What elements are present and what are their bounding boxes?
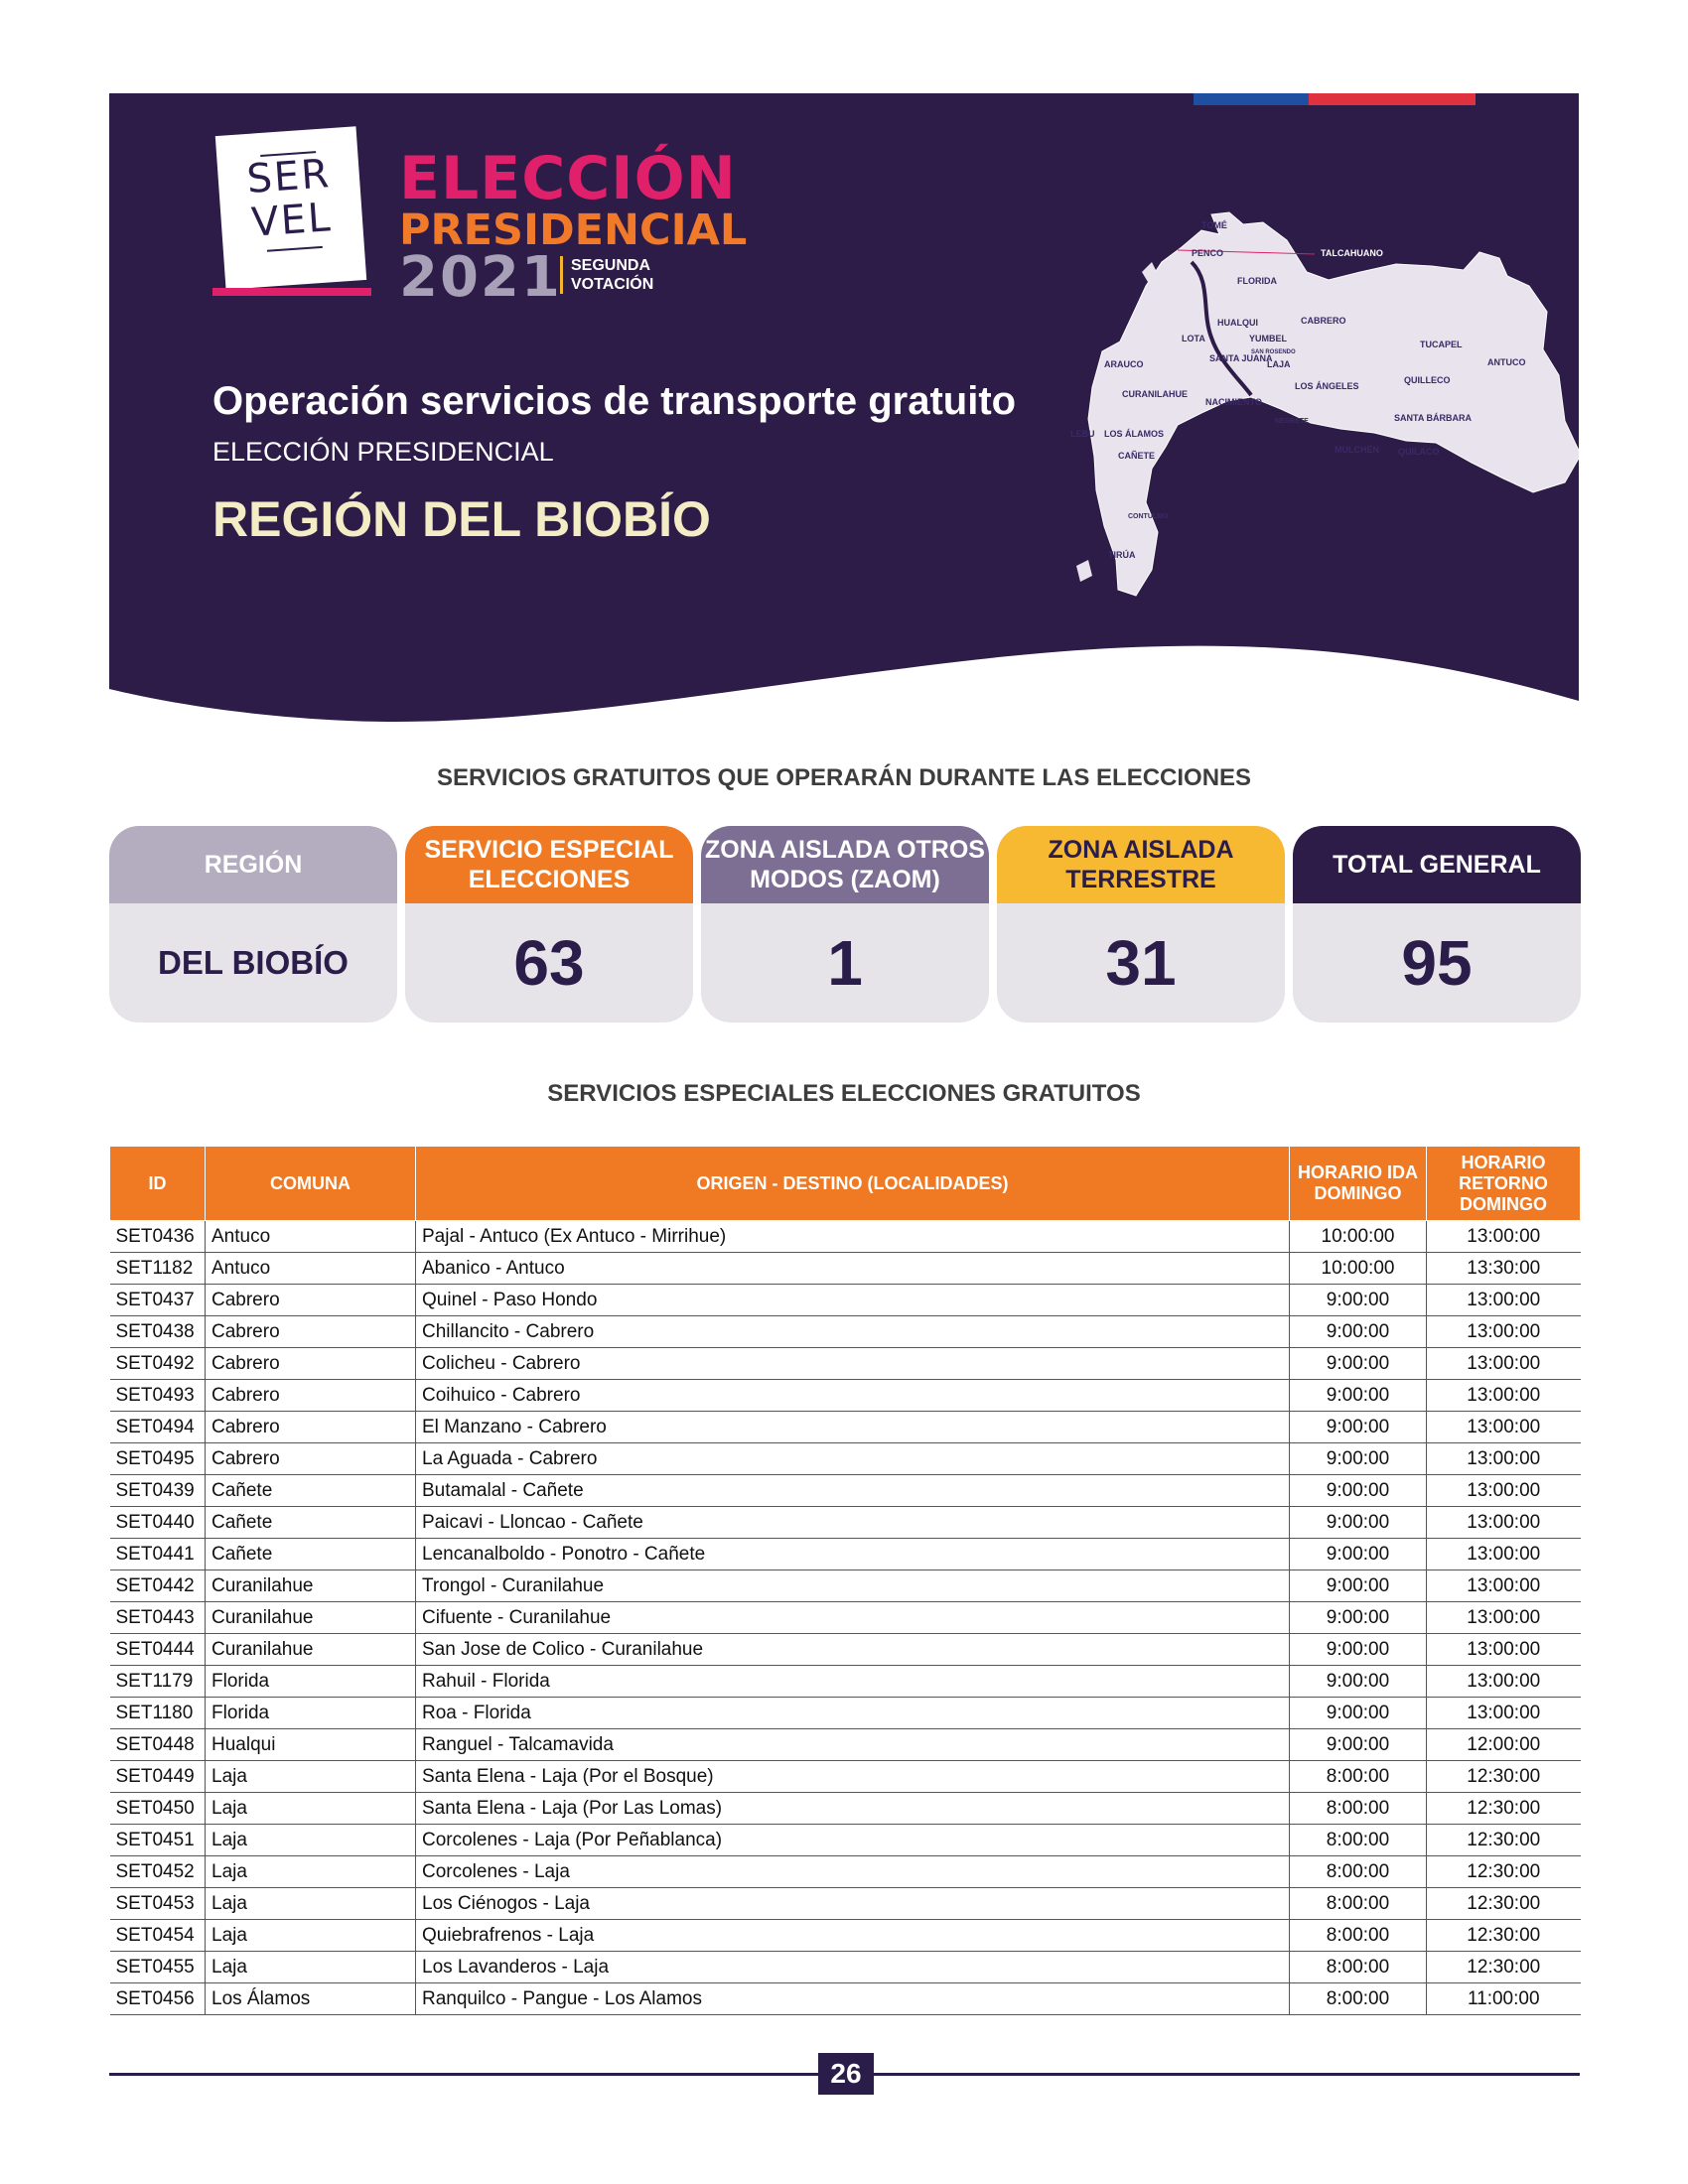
cell-origen-destino: Santa Elena - Laja (Por el Bosque) [416, 1761, 1290, 1793]
card-total-value: 95 [1401, 927, 1473, 999]
election-title: ELECCIÓN [399, 144, 737, 213]
table-row [110, 1793, 1581, 1825]
table-row [110, 1475, 1581, 1507]
cell-id: SET1180 [110, 1698, 206, 1729]
table-body [110, 1221, 1581, 2015]
table-row [110, 1348, 1581, 1380]
table-row [110, 1221, 1581, 1253]
cell-horario-ida: 9:00:00 [1290, 1539, 1427, 1570]
table-row [110, 1253, 1581, 1285]
cell-comuna: Cabrero [206, 1412, 416, 1443]
cell-horario-ida: 8:00:00 [1290, 1983, 1427, 2015]
cell-id: SET0448 [110, 1729, 206, 1761]
cell-id: SET0443 [110, 1602, 206, 1634]
map-label: LOTA [1182, 334, 1205, 343]
table-row [110, 1443, 1581, 1475]
table-row [110, 1380, 1581, 1412]
cell-comuna: Curanilahue [206, 1602, 416, 1634]
cell-comuna: Hualqui [206, 1729, 416, 1761]
cell-origen-destino: Corcolenes - Laja (Por Peñablanca) [416, 1825, 1290, 1856]
cell-horario-retorno: 11:00:00 [1427, 1983, 1581, 2015]
table-title: SERVICIOS ESPECIALES ELECCIONES GRATUITOS [547, 1080, 1141, 1107]
cell-origen-destino: Roa - Florida [416, 1698, 1290, 1729]
cell-horario-retorno: 13:30:00 [1427, 1253, 1581, 1285]
cell-comuna: Curanilahue [206, 1570, 416, 1602]
card-servicio-especial [405, 826, 693, 1023]
cell-id: SET0440 [110, 1507, 206, 1539]
cell-horario-ida: 8:00:00 [1290, 1952, 1427, 1983]
column-header-id: ID [110, 1147, 206, 1221]
cell-id: SET0450 [110, 1793, 206, 1825]
map-label: ANTUCO [1487, 357, 1526, 367]
cell-horario-retorno: 13:00:00 [1427, 1602, 1581, 1634]
cell-horario-retorno: 13:00:00 [1427, 1698, 1581, 1729]
cell-id: SET0454 [110, 1920, 206, 1952]
cell-id: SET0436 [110, 1221, 206, 1253]
cell-comuna: Cabrero [206, 1443, 416, 1475]
cell-comuna: Cañete [206, 1475, 416, 1507]
cell-horario-ida: 9:00:00 [1290, 1602, 1427, 1634]
cell-horario-ida: 9:00:00 [1290, 1698, 1427, 1729]
cell-horario-retorno: 12:30:00 [1427, 1888, 1581, 1920]
map-label: MULCHÉN [1335, 445, 1379, 455]
cell-horario-ida: 9:00:00 [1290, 1348, 1427, 1380]
table-row [110, 1856, 1581, 1888]
card-zaom-header: ZONA AISLADA OTROS MODOS (ZAOM) [701, 826, 989, 903]
cell-horario-retorno: 13:00:00 [1427, 1570, 1581, 1602]
operation-title: Operación servicios de transporte gratuito [212, 379, 1017, 423]
logo-text: SER VEL [245, 151, 334, 246]
map-label: CABRERO [1301, 316, 1346, 326]
region-map-shape [1088, 212, 1579, 596]
cell-horario-ida: 9:00:00 [1290, 1634, 1427, 1666]
services-table [109, 1146, 1581, 2015]
cell-id: SET0493 [110, 1380, 206, 1412]
table-row [110, 1507, 1581, 1539]
cell-origen-destino: La Aguada - Cabrero [416, 1443, 1290, 1475]
cell-horario-retorno: 12:30:00 [1427, 1761, 1581, 1793]
cell-id: SET0439 [110, 1475, 206, 1507]
table-header-row [110, 1147, 1581, 1221]
table-row [110, 1761, 1581, 1793]
card-total [1293, 826, 1581, 1023]
card-total-header: TOTAL GENERAL [1293, 826, 1581, 903]
card-servicio-especial-header: SERVICIO ESPECIAL ELECCIONES [405, 826, 693, 903]
cell-id: SET0441 [110, 1539, 206, 1570]
cell-horario-ida: 9:00:00 [1290, 1285, 1427, 1316]
cell-origen-destino: Abanico - Antuco [416, 1253, 1290, 1285]
election-year: 2021 [399, 245, 562, 310]
cell-id: SET0455 [110, 1952, 206, 1983]
cell-origen-destino: Santa Elena - Laja (Por Las Lomas) [416, 1793, 1290, 1825]
cell-horario-retorno: 13:00:00 [1427, 1348, 1581, 1380]
cell-horario-retorno: 12:30:00 [1427, 1825, 1581, 1856]
cell-comuna: Antuco [206, 1221, 416, 1253]
cell-origen-destino: Trongol - Curanilahue [416, 1570, 1290, 1602]
cell-id: SET0452 [110, 1856, 206, 1888]
footer-rule-right [874, 2073, 1580, 2076]
cell-horario-retorno: 13:00:00 [1427, 1285, 1581, 1316]
card-region-value: DEL BIOBÍO [158, 944, 349, 981]
cell-horario-retorno: 13:00:00 [1427, 1539, 1581, 1570]
cell-comuna: Cabrero [206, 1285, 416, 1316]
table-row [110, 1666, 1581, 1698]
table-row [110, 1729, 1581, 1761]
cell-origen-destino: Ranguel - Talcamavida [416, 1729, 1290, 1761]
cell-horario-retorno: 13:00:00 [1427, 1443, 1581, 1475]
cell-horario-retorno: 13:00:00 [1427, 1316, 1581, 1348]
logo-rule-bottom [267, 246, 323, 252]
cell-horario-ida: 9:00:00 [1290, 1412, 1427, 1443]
cell-horario-ida: 9:00:00 [1290, 1380, 1427, 1412]
cell-horario-retorno: 13:00:00 [1427, 1475, 1581, 1507]
cell-comuna: Antuco [206, 1253, 416, 1285]
cell-origen-destino: Coihuico - Cabrero [416, 1380, 1290, 1412]
map-label: LEBU [1070, 429, 1095, 439]
cell-origen-destino: Los Lavanderos - Laja [416, 1952, 1290, 1983]
table-row [110, 1952, 1581, 1983]
cell-horario-retorno: 12:30:00 [1427, 1952, 1581, 1983]
cell-horario-ida: 8:00:00 [1290, 1920, 1427, 1952]
card-zona-terrestre-header: ZONA AISLADA TERRESTRE [997, 826, 1285, 903]
header-banner [109, 93, 1579, 729]
cell-comuna: Laja [206, 1952, 416, 1983]
cell-comuna: Cañete [206, 1507, 416, 1539]
cell-comuna: Laja [206, 1825, 416, 1856]
region-map [1062, 153, 1579, 629]
cell-horario-ida: 9:00:00 [1290, 1729, 1427, 1761]
card-zona-terrestre-value: 31 [1105, 927, 1177, 999]
map-label: SANTA JUANA [1209, 353, 1273, 363]
cell-origen-destino: Rahuil - Florida [416, 1666, 1290, 1698]
map-label: PENCO [1192, 248, 1224, 258]
cell-horario-retorno: 12:30:00 [1427, 1920, 1581, 1952]
cell-origen-destino: Lencanalboldo - Ponotro - Cañete [416, 1539, 1290, 1570]
cell-horario-ida: 9:00:00 [1290, 1475, 1427, 1507]
card-region [109, 826, 397, 1023]
table-row [110, 1570, 1581, 1602]
cell-comuna: Cañete [206, 1539, 416, 1570]
cell-origen-destino: Butamalal - Cañete [416, 1475, 1290, 1507]
map-label: SAN ROSENDO [1251, 349, 1296, 355]
cell-horario-ida: 9:00:00 [1290, 1666, 1427, 1698]
cell-horario-ida: 8:00:00 [1290, 1761, 1427, 1793]
cell-id: SET0451 [110, 1825, 206, 1856]
table-row [110, 1888, 1581, 1920]
card-zaom [701, 826, 989, 1023]
cell-id: SET0437 [110, 1285, 206, 1316]
column-header-comuna: COMUNA [206, 1147, 416, 1221]
cell-comuna: Curanilahue [206, 1634, 416, 1666]
cell-horario-retorno: 13:00:00 [1427, 1507, 1581, 1539]
cell-origen-destino: Cifuente - Curanilahue [416, 1602, 1290, 1634]
cell-comuna: Los Álamos [206, 1983, 416, 2015]
table-row [110, 1634, 1581, 1666]
cell-comuna: Cabrero [206, 1348, 416, 1380]
table-row [110, 1412, 1581, 1443]
cell-id: SET0453 [110, 1888, 206, 1920]
page-number: 26 [818, 2053, 874, 2095]
map-label: TIRÚA [1108, 550, 1136, 560]
table-row [110, 1698, 1581, 1729]
cell-id: SET0444 [110, 1634, 206, 1666]
cell-horario-retorno: 13:00:00 [1427, 1666, 1581, 1698]
map-label: QUILACO [1398, 447, 1440, 457]
map-label: TALCAHUANO [1321, 248, 1383, 258]
footer-rule-left [109, 2073, 818, 2076]
cell-horario-retorno: 13:00:00 [1427, 1380, 1581, 1412]
cell-horario-ida: 10:00:00 [1290, 1253, 1427, 1285]
cell-origen-destino: Quinel - Paso Hondo [416, 1285, 1290, 1316]
cell-id: SET0495 [110, 1443, 206, 1475]
cell-horario-ida: 8:00:00 [1290, 1856, 1427, 1888]
map-label: YUMBEL [1249, 334, 1287, 343]
cell-horario-ida: 8:00:00 [1290, 1825, 1427, 1856]
cell-comuna: Laja [206, 1793, 416, 1825]
flag-stripe-blue [1194, 93, 1309, 105]
map-label: NEGRETE [1275, 418, 1309, 425]
cell-origen-destino: Corcolenes - Laja [416, 1856, 1290, 1888]
map-label: CAÑETE [1118, 451, 1156, 461]
map-label: CURANILAHUE [1122, 389, 1188, 399]
cell-origen-destino: Ranquilco - Pangue - Los Alamos [416, 1983, 1290, 2015]
map-label: SANTA BÁRBARA [1394, 413, 1472, 423]
operation-subtitle: ELECCIÓN PRESIDENCIAL [212, 437, 554, 467]
table-row [110, 1539, 1581, 1570]
card-region-header: REGIÓN [109, 826, 397, 903]
cell-origen-destino: El Manzano - Cabrero [416, 1412, 1290, 1443]
card-zaom-value: 1 [827, 927, 863, 999]
cell-horario-retorno: 12:30:00 [1427, 1793, 1581, 1825]
cell-horario-ida: 9:00:00 [1290, 1507, 1427, 1539]
cell-horario-ida: 8:00:00 [1290, 1793, 1427, 1825]
cell-id: SET0438 [110, 1316, 206, 1348]
table-row [110, 1602, 1581, 1634]
cell-horario-ida: 9:00:00 [1290, 1443, 1427, 1475]
cell-comuna: Laja [206, 1920, 416, 1952]
cell-origen-destino: Paicavi - Lloncao - Cañete [416, 1507, 1290, 1539]
table-row [110, 1920, 1581, 1952]
map-label: ARAUCO [1104, 359, 1144, 369]
cell-id: SET0494 [110, 1412, 206, 1443]
flag-stripe-red [1309, 93, 1476, 105]
cell-comuna: Cabrero [206, 1380, 416, 1412]
cell-comuna: Florida [206, 1698, 416, 1729]
cell-id: SET1179 [110, 1666, 206, 1698]
cell-id: SET0456 [110, 1983, 206, 2015]
map-label: HUALQUI [1217, 318, 1258, 328]
map-label: QUILLECO [1404, 375, 1451, 385]
cell-origen-destino: Los Ciénogos - Laja [416, 1888, 1290, 1920]
table-row [110, 1825, 1581, 1856]
card-servicio-especial-value: 63 [513, 927, 585, 999]
cell-comuna: Florida [206, 1666, 416, 1698]
map-label: LOS ÁLAMOS [1104, 429, 1164, 439]
region-title: REGIÓN DEL BIOBÍO [212, 491, 711, 547]
cell-id: SET0492 [110, 1348, 206, 1380]
cell-id: SET0449 [110, 1761, 206, 1793]
cell-horario-ida: 9:00:00 [1290, 1316, 1427, 1348]
cell-horario-ida: 10:00:00 [1290, 1221, 1427, 1253]
servel-logo [215, 126, 366, 290]
card-zona-terrestre [997, 826, 1285, 1023]
map-label: NACIMIENTO [1205, 397, 1262, 407]
map-label: LOS ÁNGELES [1295, 381, 1359, 391]
map-label: FLORIDA [1237, 276, 1277, 286]
column-header-horario-retorno: HORARIO RETORNO DOMINGO [1427, 1147, 1581, 1221]
cell-comuna: Laja [206, 1761, 416, 1793]
cell-origen-destino: Quiebrafrenos - Laja [416, 1920, 1290, 1952]
logo-underline [212, 288, 371, 296]
map-label: LAJA [1267, 359, 1291, 369]
table-row [110, 1316, 1581, 1348]
map-label: TOMÉ [1201, 220, 1227, 230]
summary-title: SERVICIOS GRATUITOS QUE OPERARÁN DURANTE LAS ELECCIONES [436, 764, 1252, 791]
column-header-horario-ida: HORARIO IDA DOMINGO [1290, 1147, 1427, 1221]
cell-horario-retorno: 12:00:00 [1427, 1729, 1581, 1761]
cell-origen-destino: Colicheu - Cabrero [416, 1348, 1290, 1380]
cell-comuna: Laja [206, 1856, 416, 1888]
cell-horario-retorno: 12:30:00 [1427, 1856, 1581, 1888]
region-map-island-south [1076, 560, 1092, 582]
cell-comuna: Cabrero [206, 1316, 416, 1348]
column-header-origen-destino: ORIGEN - DESTINO (LOCALIDADES) [416, 1147, 1290, 1221]
table-row [110, 1285, 1581, 1316]
cell-id: SET0442 [110, 1570, 206, 1602]
cell-origen-destino: Chillancito - Cabrero [416, 1316, 1290, 1348]
cell-horario-retorno: 13:00:00 [1427, 1634, 1581, 1666]
cell-origen-destino: San Jose de Colico - Curanilahue [416, 1634, 1290, 1666]
table-row [110, 1983, 1581, 2015]
cell-id: SET1182 [110, 1253, 206, 1285]
cell-origen-destino: Pajal - Antuco (Ex Antuco - Mirrihue) [416, 1221, 1290, 1253]
election-subtitle: PRESIDENCIAL [399, 205, 748, 255]
election-round: SEGUNDA VOTACIÓN [560, 256, 653, 294]
map-label: CONTULMO [1128, 513, 1169, 520]
cell-comuna: Laja [206, 1888, 416, 1920]
cell-horario-ida: 9:00:00 [1290, 1570, 1427, 1602]
cell-horario-retorno: 13:00:00 [1427, 1412, 1581, 1443]
cell-horario-retorno: 13:00:00 [1427, 1221, 1581, 1253]
cell-horario-ida: 8:00:00 [1290, 1888, 1427, 1920]
map-label: TUCAPEL [1420, 340, 1463, 349]
